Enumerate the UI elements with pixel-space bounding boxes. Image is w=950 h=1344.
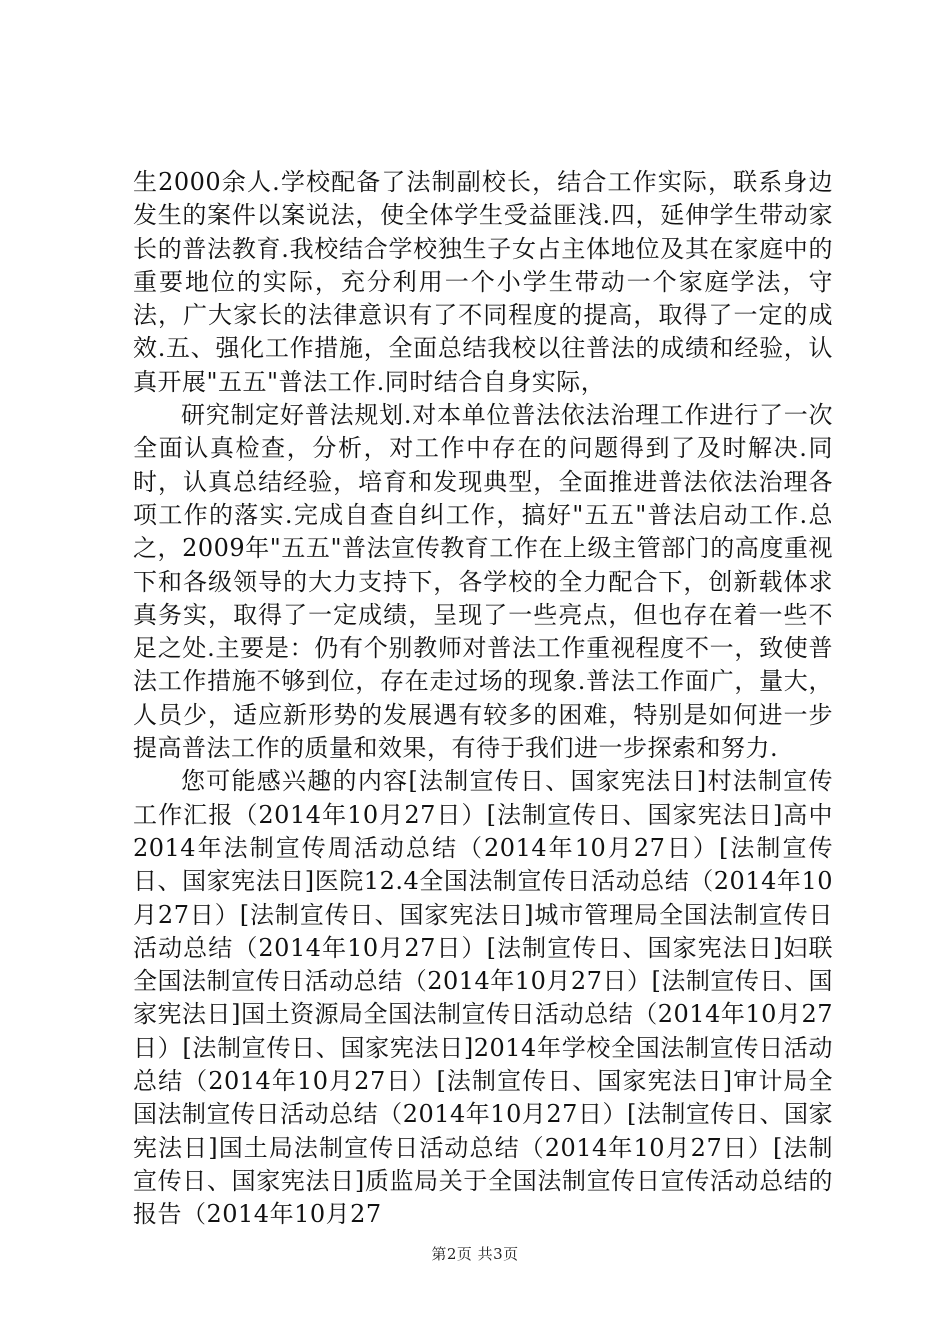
paragraph-1: 生2000余人.学校配备了法制副校长，结合工作实际，联系身边发生的案件以案说法，使全体学生受益匪浅.四，延伸学生带动家长的普法教育.我校结合学校独生子女占主体地位及其在家庭中的重要地位的实际，充分利用一个小学生带动一个家庭学法，守法，广大家长的法律意识有了不同程度的提高，取得了一定的成效.五、强化工作措施，全面总结我校以往普法的成绩和经验，认真开展"五五"普法工作.同时结合自身实际，	[133, 168, 833, 396]
page-footer: 第2页 共3页	[431, 1245, 519, 1263]
paragraph-3: 您可能感兴趣的内容[法制宣传日、国家宪法日]村法制宣传工作汇报（2014年10月27日）[法制宣传日、国家宪法日]高中2014年法制宣传周活动总结（2014年10月27日）[法制宣传日、国家宪法日]医院12.4全国法制宣传日活动总结（2014年10月27日）[法制宣传日、国家宪法日]城市管理局全国法制宣传日活动总结（2014年10月27日）[法制宣传日、国家宪法日]妇联全国法制宣传日活动总结（2014年10月27日）[法制宣传日、国家宪法日]国土资源局全国法制宣传日活动总结（2014年10月27日）[法制宣传日、国家宪法日]2014年学校全国法制宣传日活动总结（2014年10月27日）[法制宣传日、国家宪法日]审计局全国法制宣传日活动总结（2014年10月27日）[法制宣传日、国家宪法日]国土局法制宣传日活动总结（2014年10月27日）[法制宣传日、国家宪法日]质监局关于全国法制宣传日宣传活动总结的报告（2014年10月27	[133, 767, 833, 1229]
document-body	[133, 166, 833, 1232]
paragraph-2: 研究制定好普法规划.对本单位普法依法治理工作进行了一次全面认真检查，分析，对工作中存在的问题得到了及时解决.同时，认真总结经验，培育和发现典型，全面推进普法依法治理各项工作的落实.完成自查自纠工作，搞好"五五"普法启动工作.总之，2009年"五五"普法宣传教育工作在上级主管部门的高度重视下和各级领导的大力支持下，各学校的全力配合下，创新载体求真务实，取得了一定成绩，呈现了一些亮点，但也存在着一些不足之处.主要是：仍有个别教师对普法工作重视程度不一，致使普法工作措施不够到位，存在走过场的现象.普法工作面广，量大，人员少，适应新形势的发展遇有较多的困难，特别是如何进一步提高普法工作的质量和效果，有待于我们进一步探索和努力.	[133, 401, 833, 763]
